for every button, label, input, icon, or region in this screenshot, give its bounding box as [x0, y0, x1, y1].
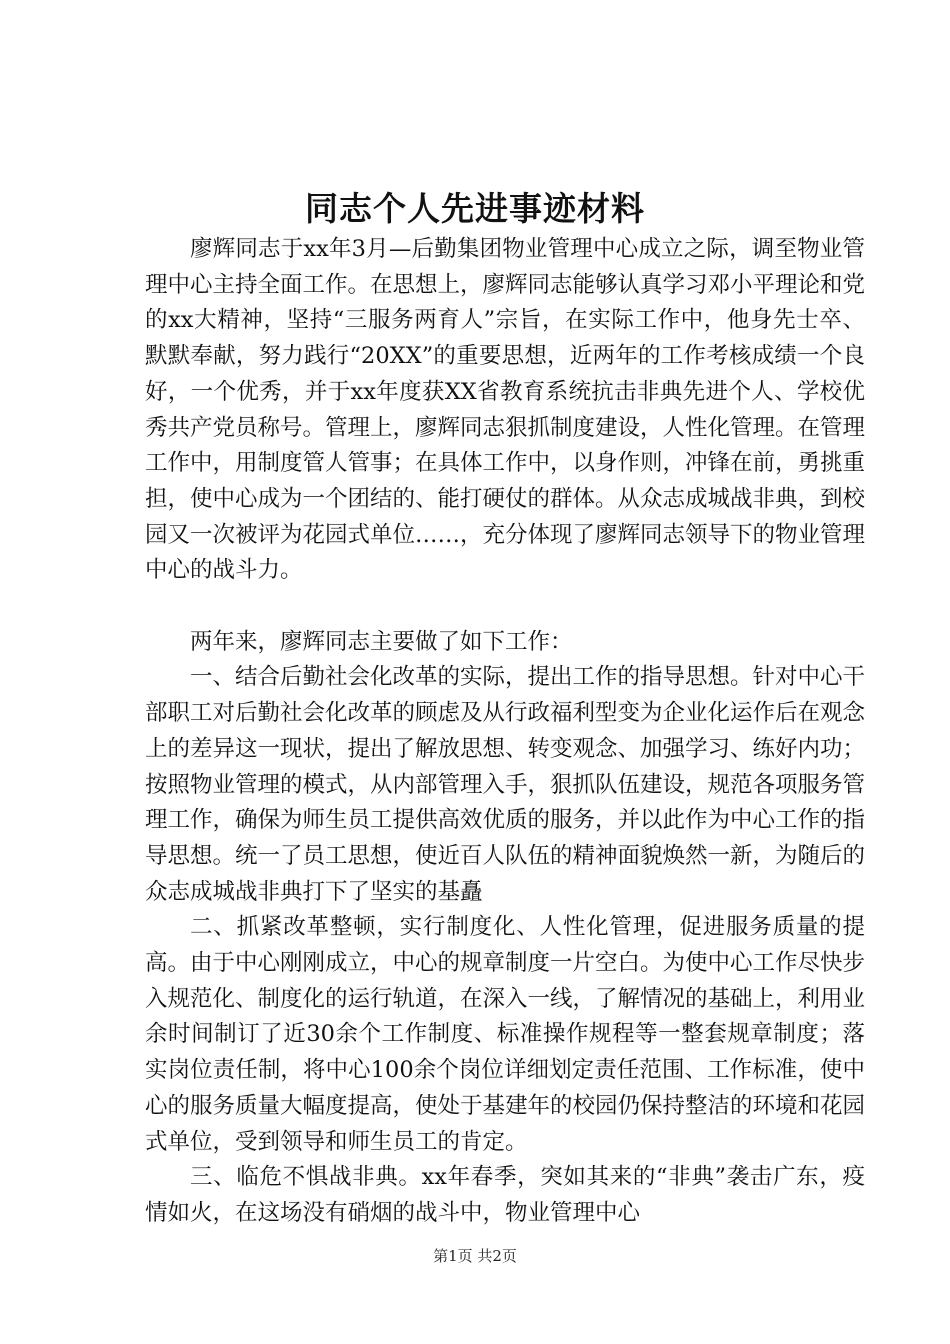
paragraph-work-summary: 两年来，廖辉同志主要做了如下工作： [190, 628, 573, 655]
page-number-footer: 第1页 共2页 [433, 1247, 517, 1265]
document-body [145, 232, 865, 1232]
paragraph-item-one: 一、结合后勤社会化改革的实际，提出工作的指导思想。针对中心干部职工对后勤社会化改革的顾虑及从行政福利型变为企业化运作后在观念上的差异这一现状，提出了解放思想、转变观念、加强学习、练好内功；按照物业管理的模式，从内部管理入手，狠抓队伍建设，规范各项服务管理工作，确保为师生员工提供高效优质的服务，并以此作为中心工作的指导思想。统一了员工思想，使近百人队伍的精神面貌焕然一新，为随后的众志成城战非典打下了坚实的基矗 [145, 664, 866, 905]
document-title: 同志个人先进事迹材料 [305, 189, 645, 228]
paragraph-item-three: 三、临危不惧战非典。xx年春季，突如其来的“非典”袭击广东，疫情如火，在这场没有硝烟的战斗中，物业管理中心 [145, 1164, 865, 1226]
paragraph-item-two: 二、抓紧改革整顿，实行制度化、人性化管理，促进服务质量的提高。由于中心刚刚成立，中心的规章制度一片空白。为使中心工作尽快步入规范化、制度化的运行轨道，在深入一线，了解情况的基础上，利用业余时间制订了近30余个工作制度、标准操作规程等一整套规章制度；落实岗位责任制，将中心100余个岗位详细划定责任范围、工作标准，使中心的服务质量大幅度提高，使处于基建年的校园仍保持整洁的环境和花园式单位，受到领导和师生员工的肯定。 [145, 914, 866, 1155]
paragraph-intro: 廖辉同志于xx年3月—后勤集团物业管理中心成立之际，调至物业管理中心主持全面工作。在思想上，廖辉同志能够认真学习邓小平理论和党的xx大精神，坚持“三服务两育人”宗旨，在实际工作中，他身先士卒、默默奉献，努力践行“20XX”的重要思想，近两年的工作考核成绩一个良好，一个优秀，并于xx年度获XX省教育系统抗击非典先进个人、学校优秀共产党员称号。管理上，廖辉同志狠抓制度建设，人性化管理。在管理工作中，用制度管人管事；在具体工作中，以身作则，冲锋在前，勇挑重担，使中心成为一个团结的、能打硬仗的群体。从众志成城战非典，到校园又一次被评为花园式单位……，充分体现了廖辉同志领导下的物业管理中心的战斗力。 [145, 236, 866, 584]
